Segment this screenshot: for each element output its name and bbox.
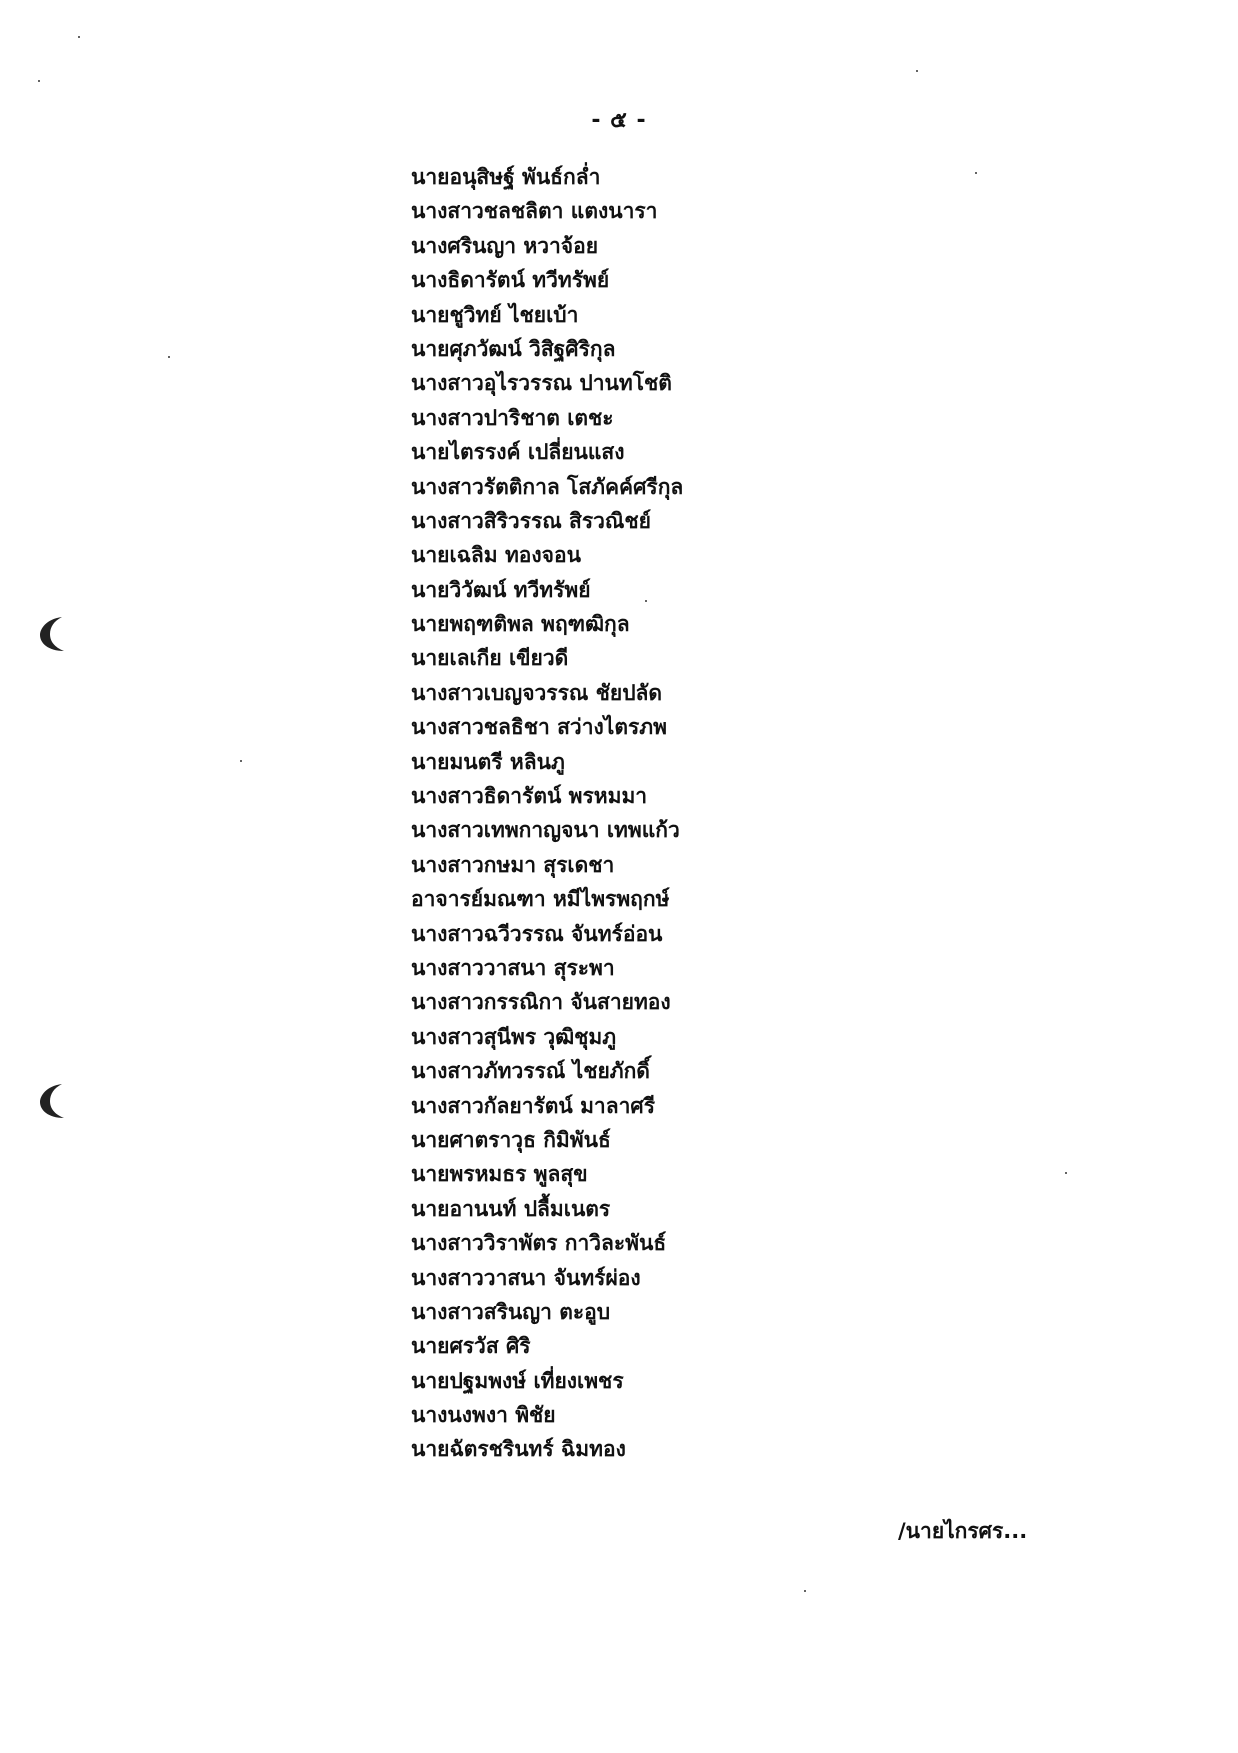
name-list-item: นางศรินญา หวาจ้อย	[411, 233, 599, 258]
name-list-item: นางสาวฉวีวรรณ จันทร์อ่อน	[411, 921, 663, 946]
name-list-item: นางสาววาสนา จันทร์ผ่อง	[411, 1265, 641, 1290]
name-list-item: นายอนุสิษฐ์ พันธ์กล่ำ	[411, 165, 601, 189]
name-list-item: นายฉัตรชรินทร์ ฉิมทอง	[411, 1437, 626, 1462]
name-list-item: อาจารย์มณฑา หมีไพรพฤกษ์	[411, 887, 670, 912]
punch-hole-mark	[38, 615, 68, 653]
name-list-item: นางสาวธิดารัตน์ พรหมมา	[411, 784, 648, 809]
name-list-item: นางนงพงา พิชัย	[411, 1403, 556, 1428]
name-list-item: นางสาววิราพัตร กาวิละพันธ์	[411, 1231, 667, 1256]
name-list	[411, 165, 684, 1479]
name-list-item: นายศุภวัฒน์ วิสิฐศิริกุล	[411, 336, 616, 361]
continuation-note: /นายไกรศร...	[898, 1519, 1028, 1543]
scan-speck	[645, 600, 647, 602]
name-list-item: นางสาวชลชลิตา แตงนารา	[411, 199, 658, 224]
name-list-item: นางสาวชลธิชา สว่างไตรภพ	[411, 715, 667, 740]
scan-speck	[916, 70, 918, 72]
name-list-item: นางธิดารัตน์ ทวีทรัพย์	[411, 268, 610, 293]
name-list-item: นางสาวสรินญา ตะอูบ	[411, 1299, 611, 1324]
page-number: - ๕ -	[591, 108, 647, 133]
name-list-item: นายพฤฑติพล พฤฑฒิกุล	[411, 612, 630, 637]
scan-speck	[78, 36, 80, 38]
scan-speck	[1065, 1172, 1067, 1174]
name-list-item: นางสาววาสนา สุระพา	[411, 955, 615, 980]
scan-speck	[168, 356, 170, 358]
name-list-item: นางสาวกัลยารัตน์ มาลาศรี	[411, 1093, 655, 1118]
name-list-item: นายศรวัส ศิริ	[411, 1334, 531, 1359]
scan-speck	[804, 1590, 806, 1592]
name-list-item: นายวิวัฒน์ ทวีทรัพย์	[411, 577, 591, 602]
scan-speck	[975, 172, 977, 174]
name-list-item: นางสาวสุนีพร วุฒิชุมภู	[411, 1024, 617, 1049]
name-list-item: นางสาวกรรณิกา จันสายทอง	[411, 990, 671, 1015]
name-list-item: นายอานนท์ ปลื้มเนตร	[411, 1196, 611, 1221]
name-list-item: นายเฉลิม ทองจอน	[411, 543, 581, 568]
name-list-item: นายพรหมธร พูลสุข	[411, 1162, 588, 1187]
name-list-item: นางสาวอุไรวรรณ ปานทโชติ	[411, 371, 672, 396]
punch-hole-mark	[38, 1082, 68, 1120]
name-list-item: นางสาวเบญจวรรณ ชัยปลัด	[411, 680, 663, 705]
name-list-item: นายเลเกีย เขียวดี	[411, 646, 569, 671]
name-list-item: นางสาวปาริชาต เตชะ	[411, 405, 614, 430]
name-list-item: นางสาวภัทวรรณ์ ไชยภักดิ์	[411, 1059, 650, 1084]
name-list-item: นายชูวิทย์ ไชยเบ้า	[411, 302, 579, 327]
name-list-item: นายมนตรี หลินภู	[411, 749, 565, 774]
name-list-item: นายไตรรงค์ เปลี่ยนแสง	[411, 440, 625, 465]
name-list-item: นางสาวเทพกาญจนา เทพแก้ว	[411, 818, 680, 843]
name-list-item: นางสาวสิริวรรณ สิรวณิชย์	[411, 508, 651, 533]
name-list-item: นางสาวกษมา สุรเดชา	[411, 852, 615, 877]
name-list-item: นายปฐมพงษ์ เที่ยงเพชร	[411, 1368, 624, 1393]
scan-speck	[240, 760, 242, 762]
name-list-item: นางสาวรัตติกาล โสภัคค์ศรีกุล	[411, 474, 684, 499]
scan-speck	[38, 80, 40, 82]
name-list-item: นายศาตราวุธ กิมิพันธ์	[411, 1127, 611, 1152]
